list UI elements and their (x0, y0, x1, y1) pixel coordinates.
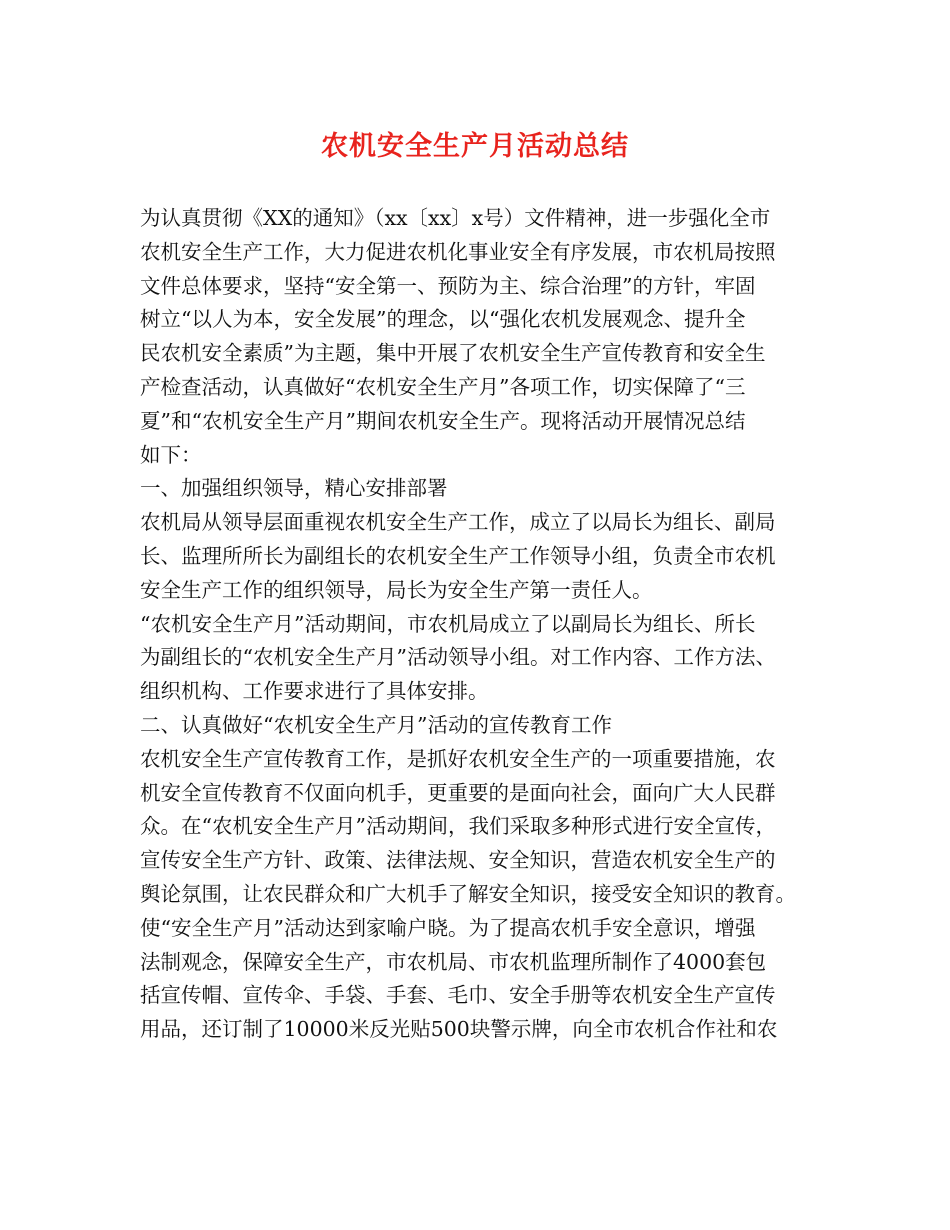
body-line: 农机安全生产工作，大力促进农机化事业安全有序发展，市农机局按照 (140, 239, 776, 264)
body-line: 括宣传帽、宣传伞、手袋、手套、毛巾、安全手册等农机安全生产宣传 (140, 983, 776, 1008)
section-heading: 一、加强组织领导，精心安排部署 (140, 476, 448, 501)
body-line: 用品，还订制了10000米反光贴500块警示牌，向全市农机合作社和农 (140, 1017, 778, 1042)
body-line: 树立“以人为本，安全发展”的理念，以“强化农机发展观念、提升全 (140, 307, 746, 332)
body-line: 长、监理所所长为副组长的农机安全生产工作领导小组，负责全市农机 (140, 543, 776, 568)
body-line: 宣传安全生产方针、政策、法律法规、安全知识，营造农机安全生产的 (140, 848, 776, 873)
body-line: 如下： (140, 442, 202, 467)
body-line: 夏”和“农机安全生产月”期间农机安全生产。现将活动开展情况总结 (140, 408, 746, 433)
body-line: 机安全宣传教育不仅面向机手，更重要的是面向社会，面向广大人民群 (140, 780, 776, 805)
body-line: 农机局从领导层面重视农机安全生产工作，成立了以局长为组长、副局 (140, 510, 776, 535)
body-line: 民农机安全素质”为主题，集中开展了农机安全生产宣传教育和安全生 (140, 341, 766, 366)
body-line: 为副组长的“农机安全生产月”活动领导小组。对工作内容、工作方法、 (140, 645, 776, 670)
body-line: 文件总体要求，坚持“安全第一、预防为主、综合治理”的方针，牢固 (140, 273, 756, 298)
body-line: 安全生产工作的组织领导，局长为安全生产第一责任人。 (140, 577, 653, 602)
body-line: 众。在“农机安全生产月”活动期间，我们采取多种形式进行安全宣传， (140, 814, 776, 839)
body-line: 产检查活动，认真做好“农机安全生产月”各项工作，切实保障了“三 (140, 374, 746, 399)
body-line: 法制观念，保障安全生产，市农机局、市农机监理所制作了4000套包 (140, 949, 767, 974)
body-line: 使“安全生产月”活动达到家喻户晓。为了提高农机手安全意识，增强 (140, 915, 756, 940)
body-line: “农机安全生产月”活动期间，市农机局成立了以副局长为组长、所长 (140, 611, 756, 636)
document-title: 农机安全生产月活动总结 (321, 131, 629, 162)
document-body (140, 202, 830, 1047)
section-heading: 二、认真做好“农机安全生产月”活动的宣传教育工作 (140, 712, 612, 737)
body-line: 农机安全生产宣传教育工作，是抓好农机安全生产的一项重要措施，农 (140, 746, 776, 771)
body-line: 为认真贯彻《XX的通知》（xx〔xx〕x号）文件精神，进一步强化全市 (140, 206, 771, 230)
body-line: 组织机构、工作要求进行了具体安排。 (140, 679, 489, 704)
body-line: 舆论氛围，让农民群众和广大机手了解安全知识，接受安全知识的教育。 (140, 881, 796, 906)
